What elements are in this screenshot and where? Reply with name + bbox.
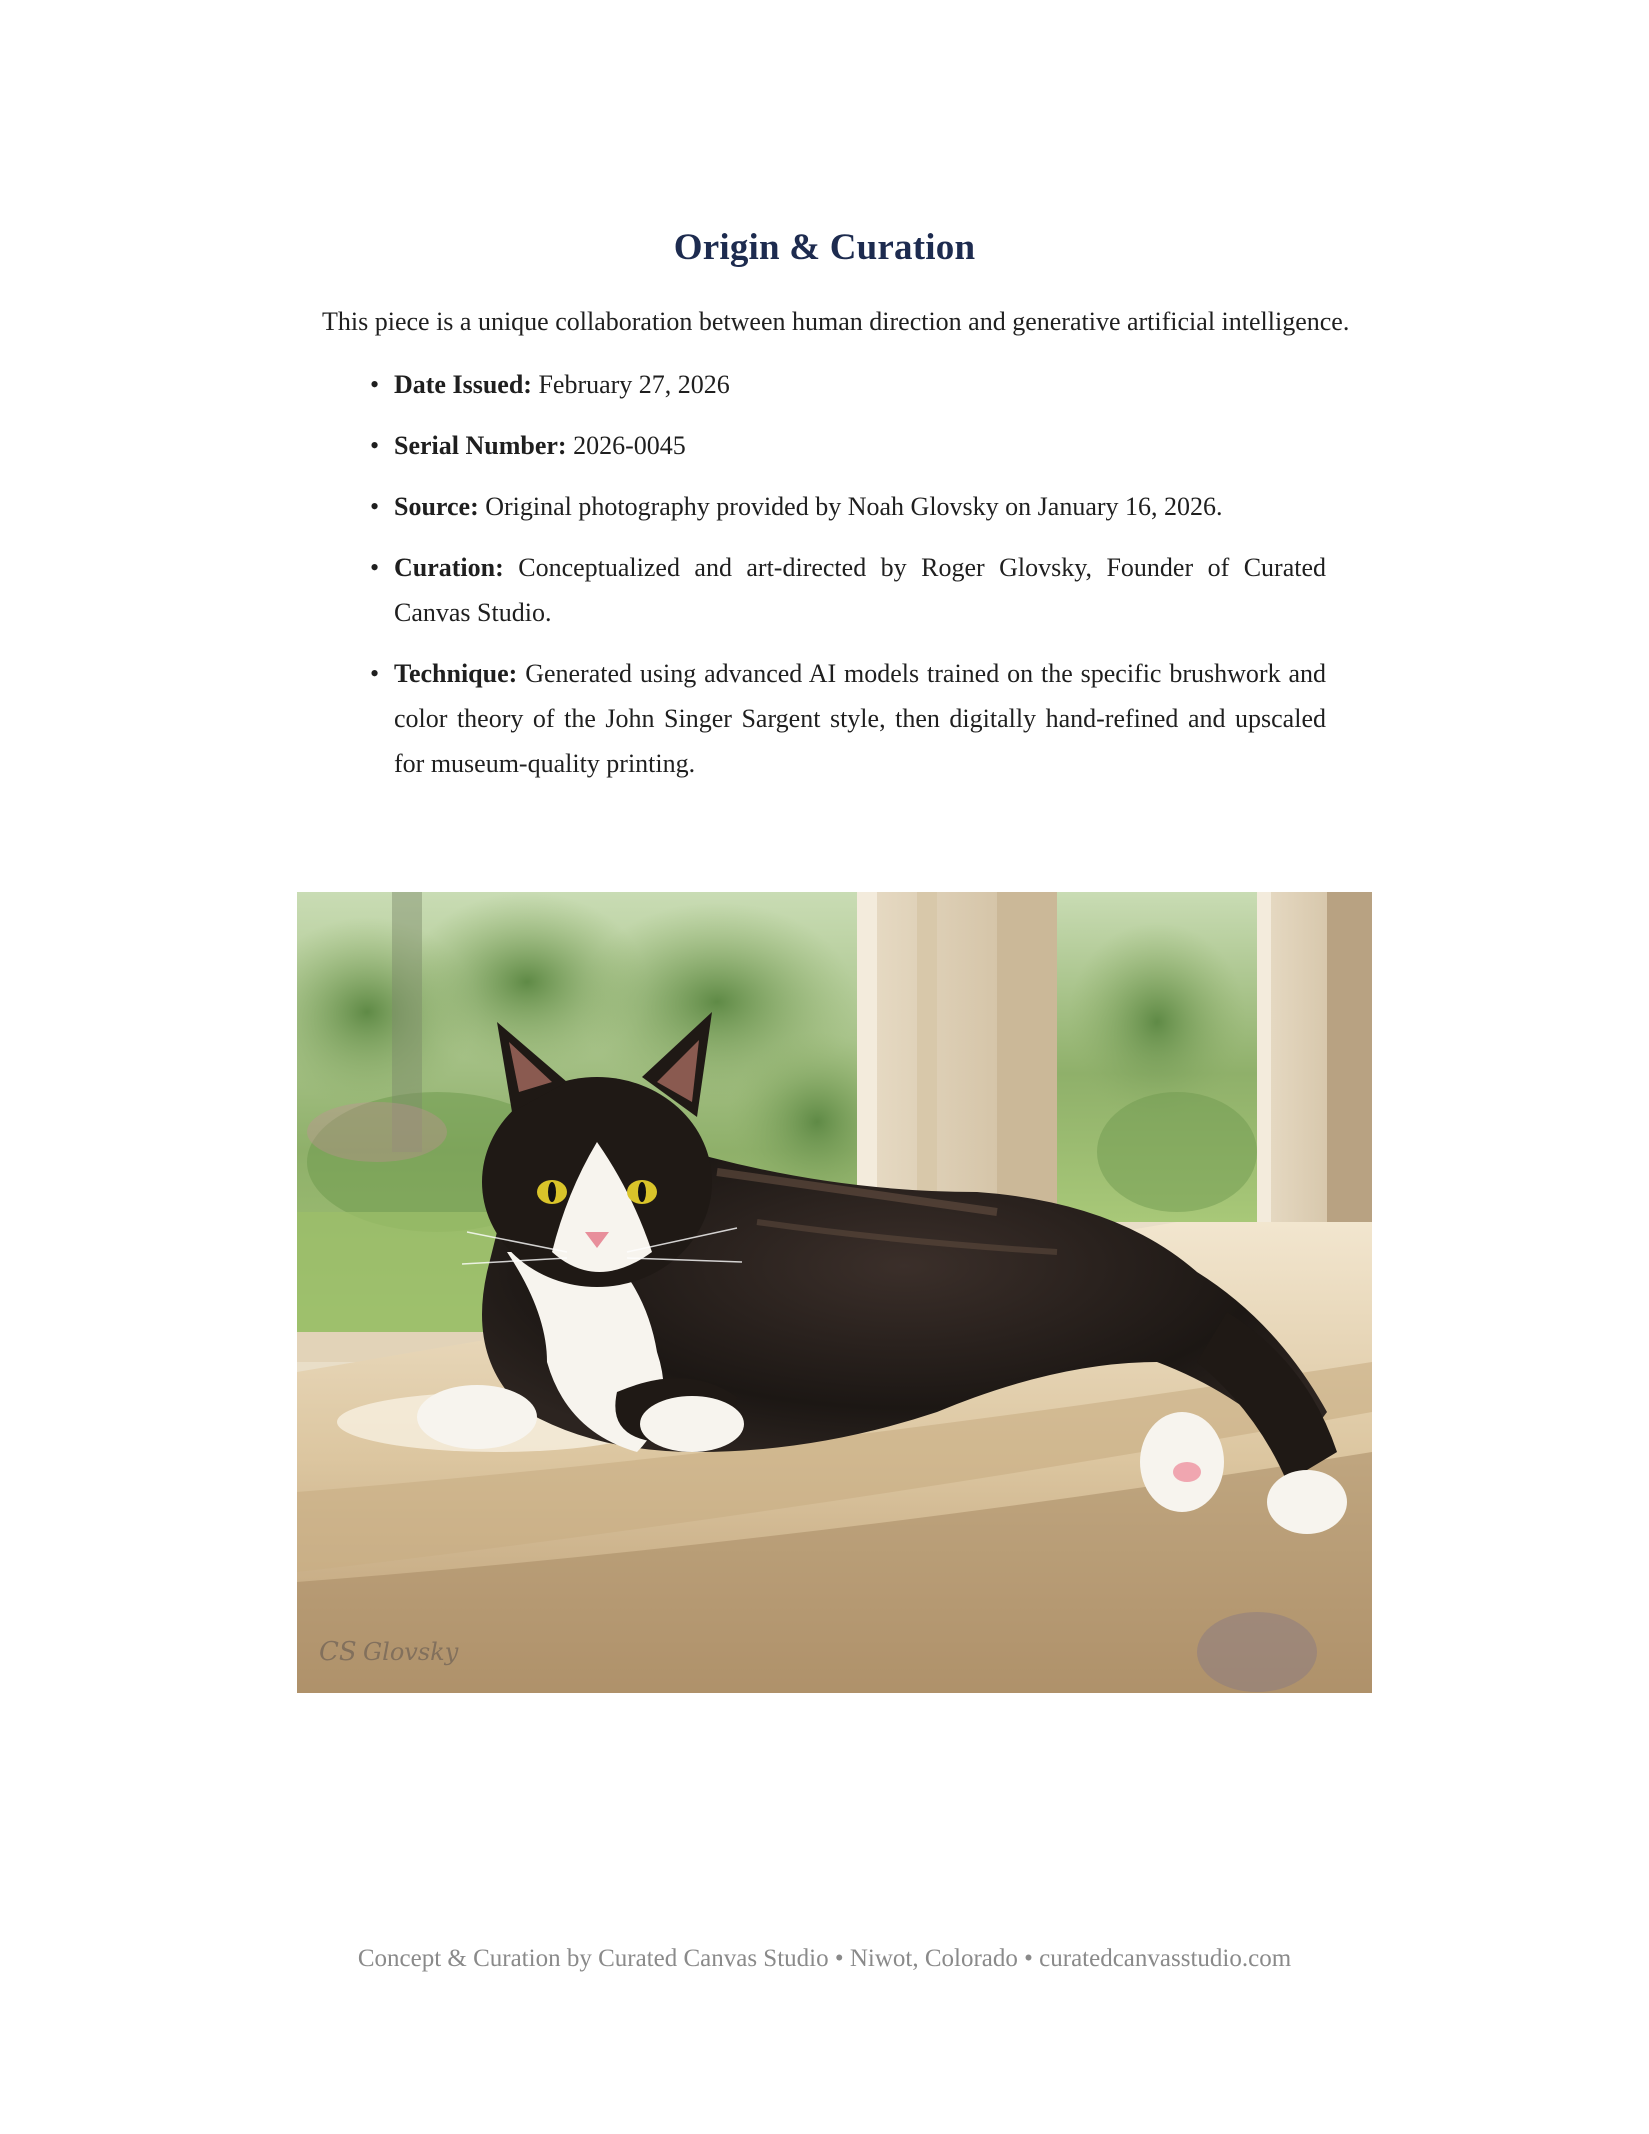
detail-value: Conceptualized and art-directed by Roger Glovsky, Founder of Curated Canvas Studio.	[394, 553, 1326, 627]
detail-source	[370, 484, 1326, 529]
detail-label: Source:	[394, 492, 479, 521]
detail-label: Serial Number:	[394, 431, 567, 460]
detail-value: Original photography provided by Noah Glovsky on January 16, 2026.	[485, 492, 1223, 521]
detail-serial-number	[370, 423, 1326, 468]
artwork-cat-painting	[297, 892, 1372, 1693]
detail-technique	[370, 651, 1326, 786]
bullet-icon: •	[370, 553, 380, 582]
detail-value: Generated using advanced AI models trained on the specific brushwork and color theory of the John Singer Sargent style, then digitally hand-refined and upscaled for museum-quality printing.	[394, 659, 1326, 778]
detail-date-issued	[370, 362, 1326, 407]
detail-label: Technique:	[394, 659, 518, 688]
signature-text: Glovsky	[363, 1638, 459, 1666]
footer-credit: Concept & Curation by Curated Canvas Studio • Niwot, Colorado • curatedcanvasstudio.com	[357, 1945, 1292, 1972]
artist-signature	[319, 1637, 459, 1667]
cat-watercolor-illustration	[297, 892, 1372, 1693]
detail-value: 2026-0045	[573, 431, 686, 460]
detail-curation	[370, 545, 1326, 635]
bullet-icon: •	[370, 659, 380, 688]
page-title: Origin & Curation	[673, 227, 976, 268]
detail-label: Curation:	[394, 553, 504, 582]
bullet-icon: •	[370, 370, 380, 399]
details-list	[370, 362, 1326, 802]
intro-paragraph: This piece is a unique collaboration between human direction and generative artificial intelligence.	[322, 307, 1350, 336]
monogram-mark: CS	[319, 1637, 357, 1667]
detail-label: Date Issued:	[394, 370, 532, 399]
bullet-icon: •	[370, 431, 380, 460]
bullet-icon: •	[370, 492, 380, 521]
detail-value: February 27, 2026	[538, 370, 730, 399]
